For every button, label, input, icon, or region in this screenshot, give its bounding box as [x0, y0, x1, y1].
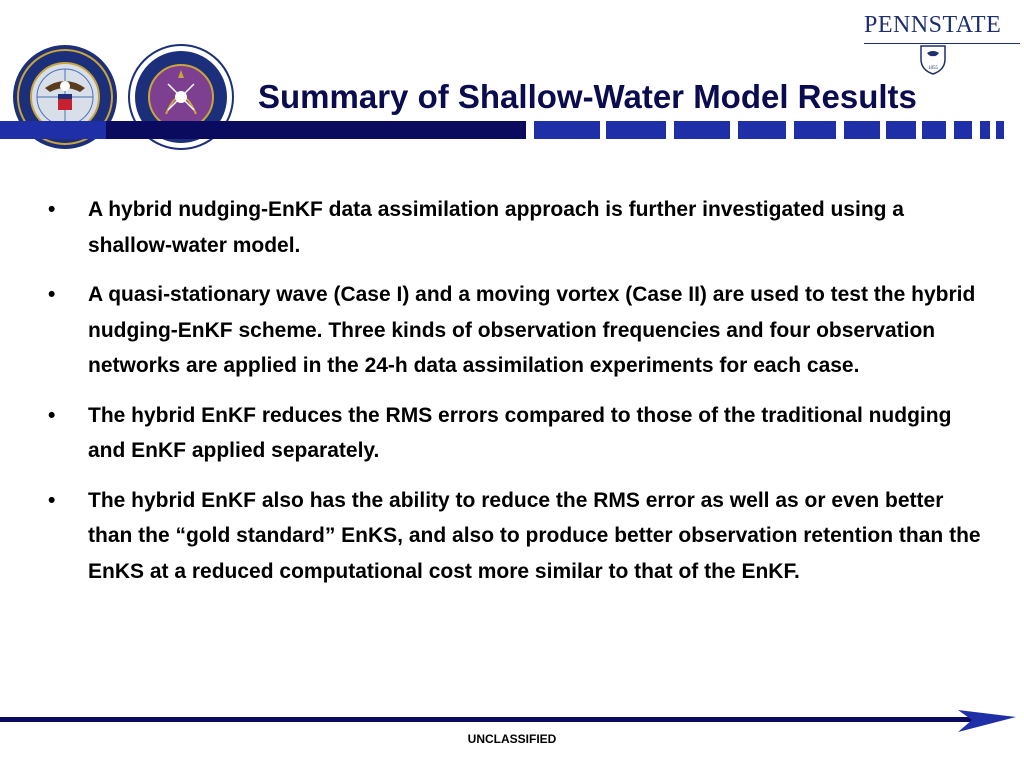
bullet-item: [48, 398, 988, 469]
bullet-dot: •: [48, 283, 56, 306]
footer: [0, 732, 1024, 746]
bullet-dot: •: [48, 403, 56, 427]
logo-year: 1855: [928, 66, 938, 71]
bullet-dot: •: [48, 198, 56, 221]
classification-label: UNCLASSIFIED: [467, 732, 557, 746]
pennstate-wordmark: PENNSTATE: [864, 12, 1002, 38]
logo-rule: [864, 43, 1020, 44]
bullet-item: [48, 277, 988, 384]
pennstate-shield-icon: [920, 45, 946, 75]
footer-arrow-line: [0, 706, 1020, 734]
slide-title: Summary of Shallow-Water Model Results: [258, 78, 917, 115]
bullet-item: [48, 192, 988, 263]
bullet-item: [48, 483, 988, 590]
bullet-text: A quasi-stationary wave (Case I) and a moving vortex (Case II) are used to test the hybrid nudging-EnKF scheme. Three kinds of observation frequencies and four observation networks are applied in the 24-h data assimilation experiments for each case.: [88, 283, 976, 377]
bullet-text: The hybrid EnKF reduces the RMS errors compared to those of the traditional nudging and EnKF applied separately.: [88, 403, 952, 462]
bullet-text: A hybrid nudging-EnKF data assimilation approach is further investigated using a shallow-water model.: [88, 198, 904, 257]
pennstate-logo: [860, 12, 1020, 76]
header-decor-bar: [0, 121, 1010, 139]
bullet-list: [48, 192, 988, 603]
bullet-dot: •: [48, 488, 56, 512]
bullet-text: The hybrid EnKF also has the ability to reduce the RMS error as well as or even better than the “gold standard” EnKS, and also to produce better observation retention than the EnKS at a reduced computational cost more similar to that of the EnKF.: [88, 488, 981, 583]
